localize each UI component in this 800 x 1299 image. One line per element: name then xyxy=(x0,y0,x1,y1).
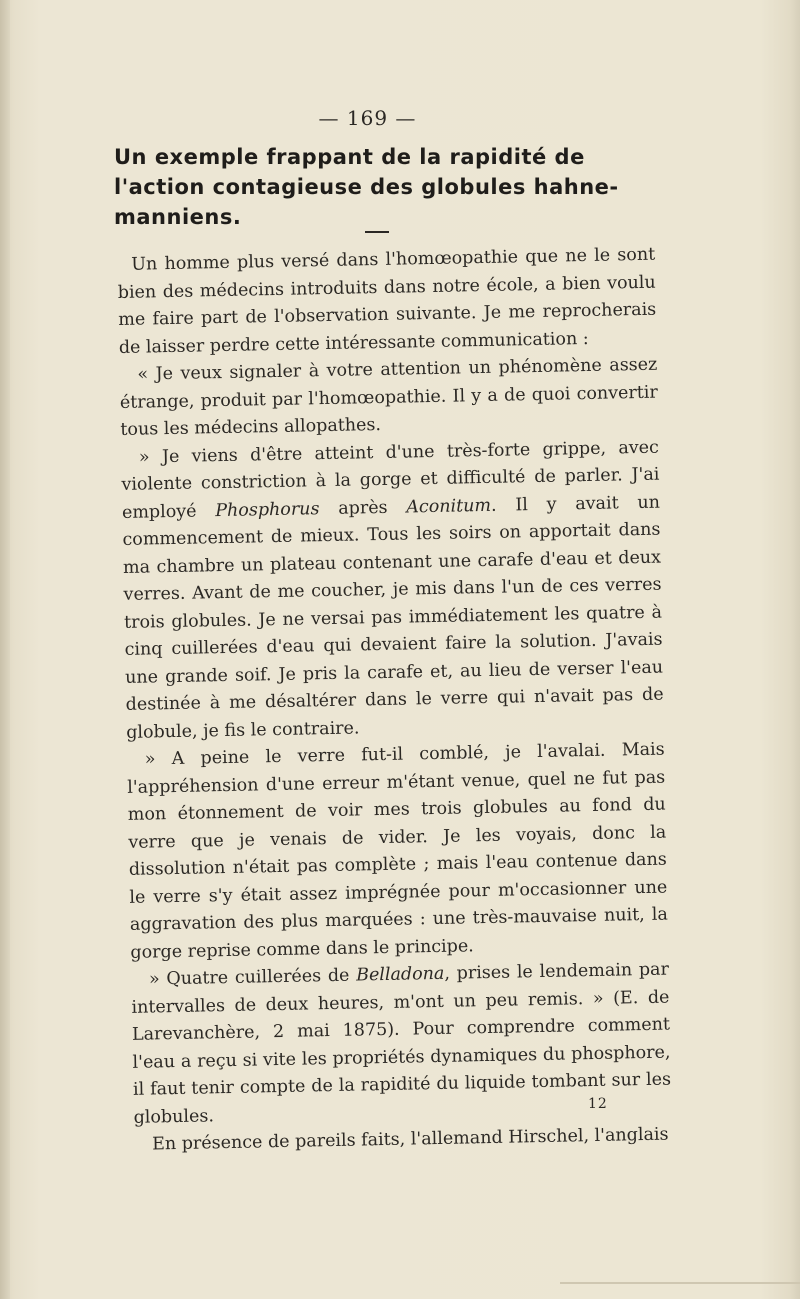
paragraph-5: » Quatre cuillerées de Belladona, prises le lendemain par intervalles de deux heures, m'ont un peu remis. » (E. de Larevanchère, 2 mai 1875). Pour comprendre comment l'eau a reçu si vite les propriétés dynamiques du phosphore, il faut tenir compte de la rapidité du liquide tombant sur les globules. xyxy=(131,959,672,1128)
page-number: — 169 — xyxy=(318,106,417,130)
page-edge-shadow xyxy=(560,1282,800,1284)
paragraph-2: « Je veux signaler à votre attention un phénomène assez étrange, produit par l'homœopathie. Il y a de quoi convertir tous les médecins allopathes. xyxy=(119,354,658,440)
heading-separator xyxy=(365,231,389,233)
paragraph-6: En présence de pareils faits, l'allemand Hirschel, l'anglais xyxy=(151,1124,669,1155)
page-binding-edge xyxy=(0,0,10,1299)
body-text xyxy=(117,242,672,1160)
heading-line-3: manniens. xyxy=(114,205,242,229)
section-heading xyxy=(114,142,649,232)
paragraph-4: » A peine le verre fut-il comblé, je l'avalai. Mais l'appréhension d'une erreur m'étant venue, quel ne fut pas mon étonnement de voir mes trois globules au fond du verre que je venais de vider. Je les voyais, donc la dissolution n'était pas complète ; mais l'eau contenue dans le verre s'y était assez imprégnée pour m'occasionner une aggravation des plus marquées : une très-mauvaise nuit, la gorge reprise comme dans le principe. xyxy=(127,739,669,963)
heading-line-1: Un exemple frappant de la rapidité de xyxy=(114,145,585,169)
paragraph-1: Un homme plus versé dans l'homœopathie que ne le sont bien des médecins introduits dans notre école, a bien voulu me faire part de l'observation suivante. Je me reprocherais de laisser perdre cette intéressante communication : xyxy=(117,244,657,358)
paragraph-3: » Je viens d'être atteint d'une très-forte grippe, avec violente constriction à la gorge et difficulté de parler. J'ai employé Phosphorus après Aconitum. Il y avait un commencement de mieux. Tous les soirs on apportait dans ma chambre un plateau contenant une carafe d'eau et deux verres. Avant de me coucher, je mis dans l'un de ces verres trois globules. Je ne versai pas immédiatement les quatre à cinq cuillerées d'eau qui devaient faire la solution. J'avais une grande soif. Je pris la carafe et, au lieu de verser l'eau destinée à me désaltérer dans le verre qui n'avait pas de globule, je fis le contraire. xyxy=(121,437,664,743)
heading-line-2: l'action contagieuse des globules hahne- xyxy=(114,175,619,199)
signature-mark: 12 xyxy=(588,1096,608,1112)
